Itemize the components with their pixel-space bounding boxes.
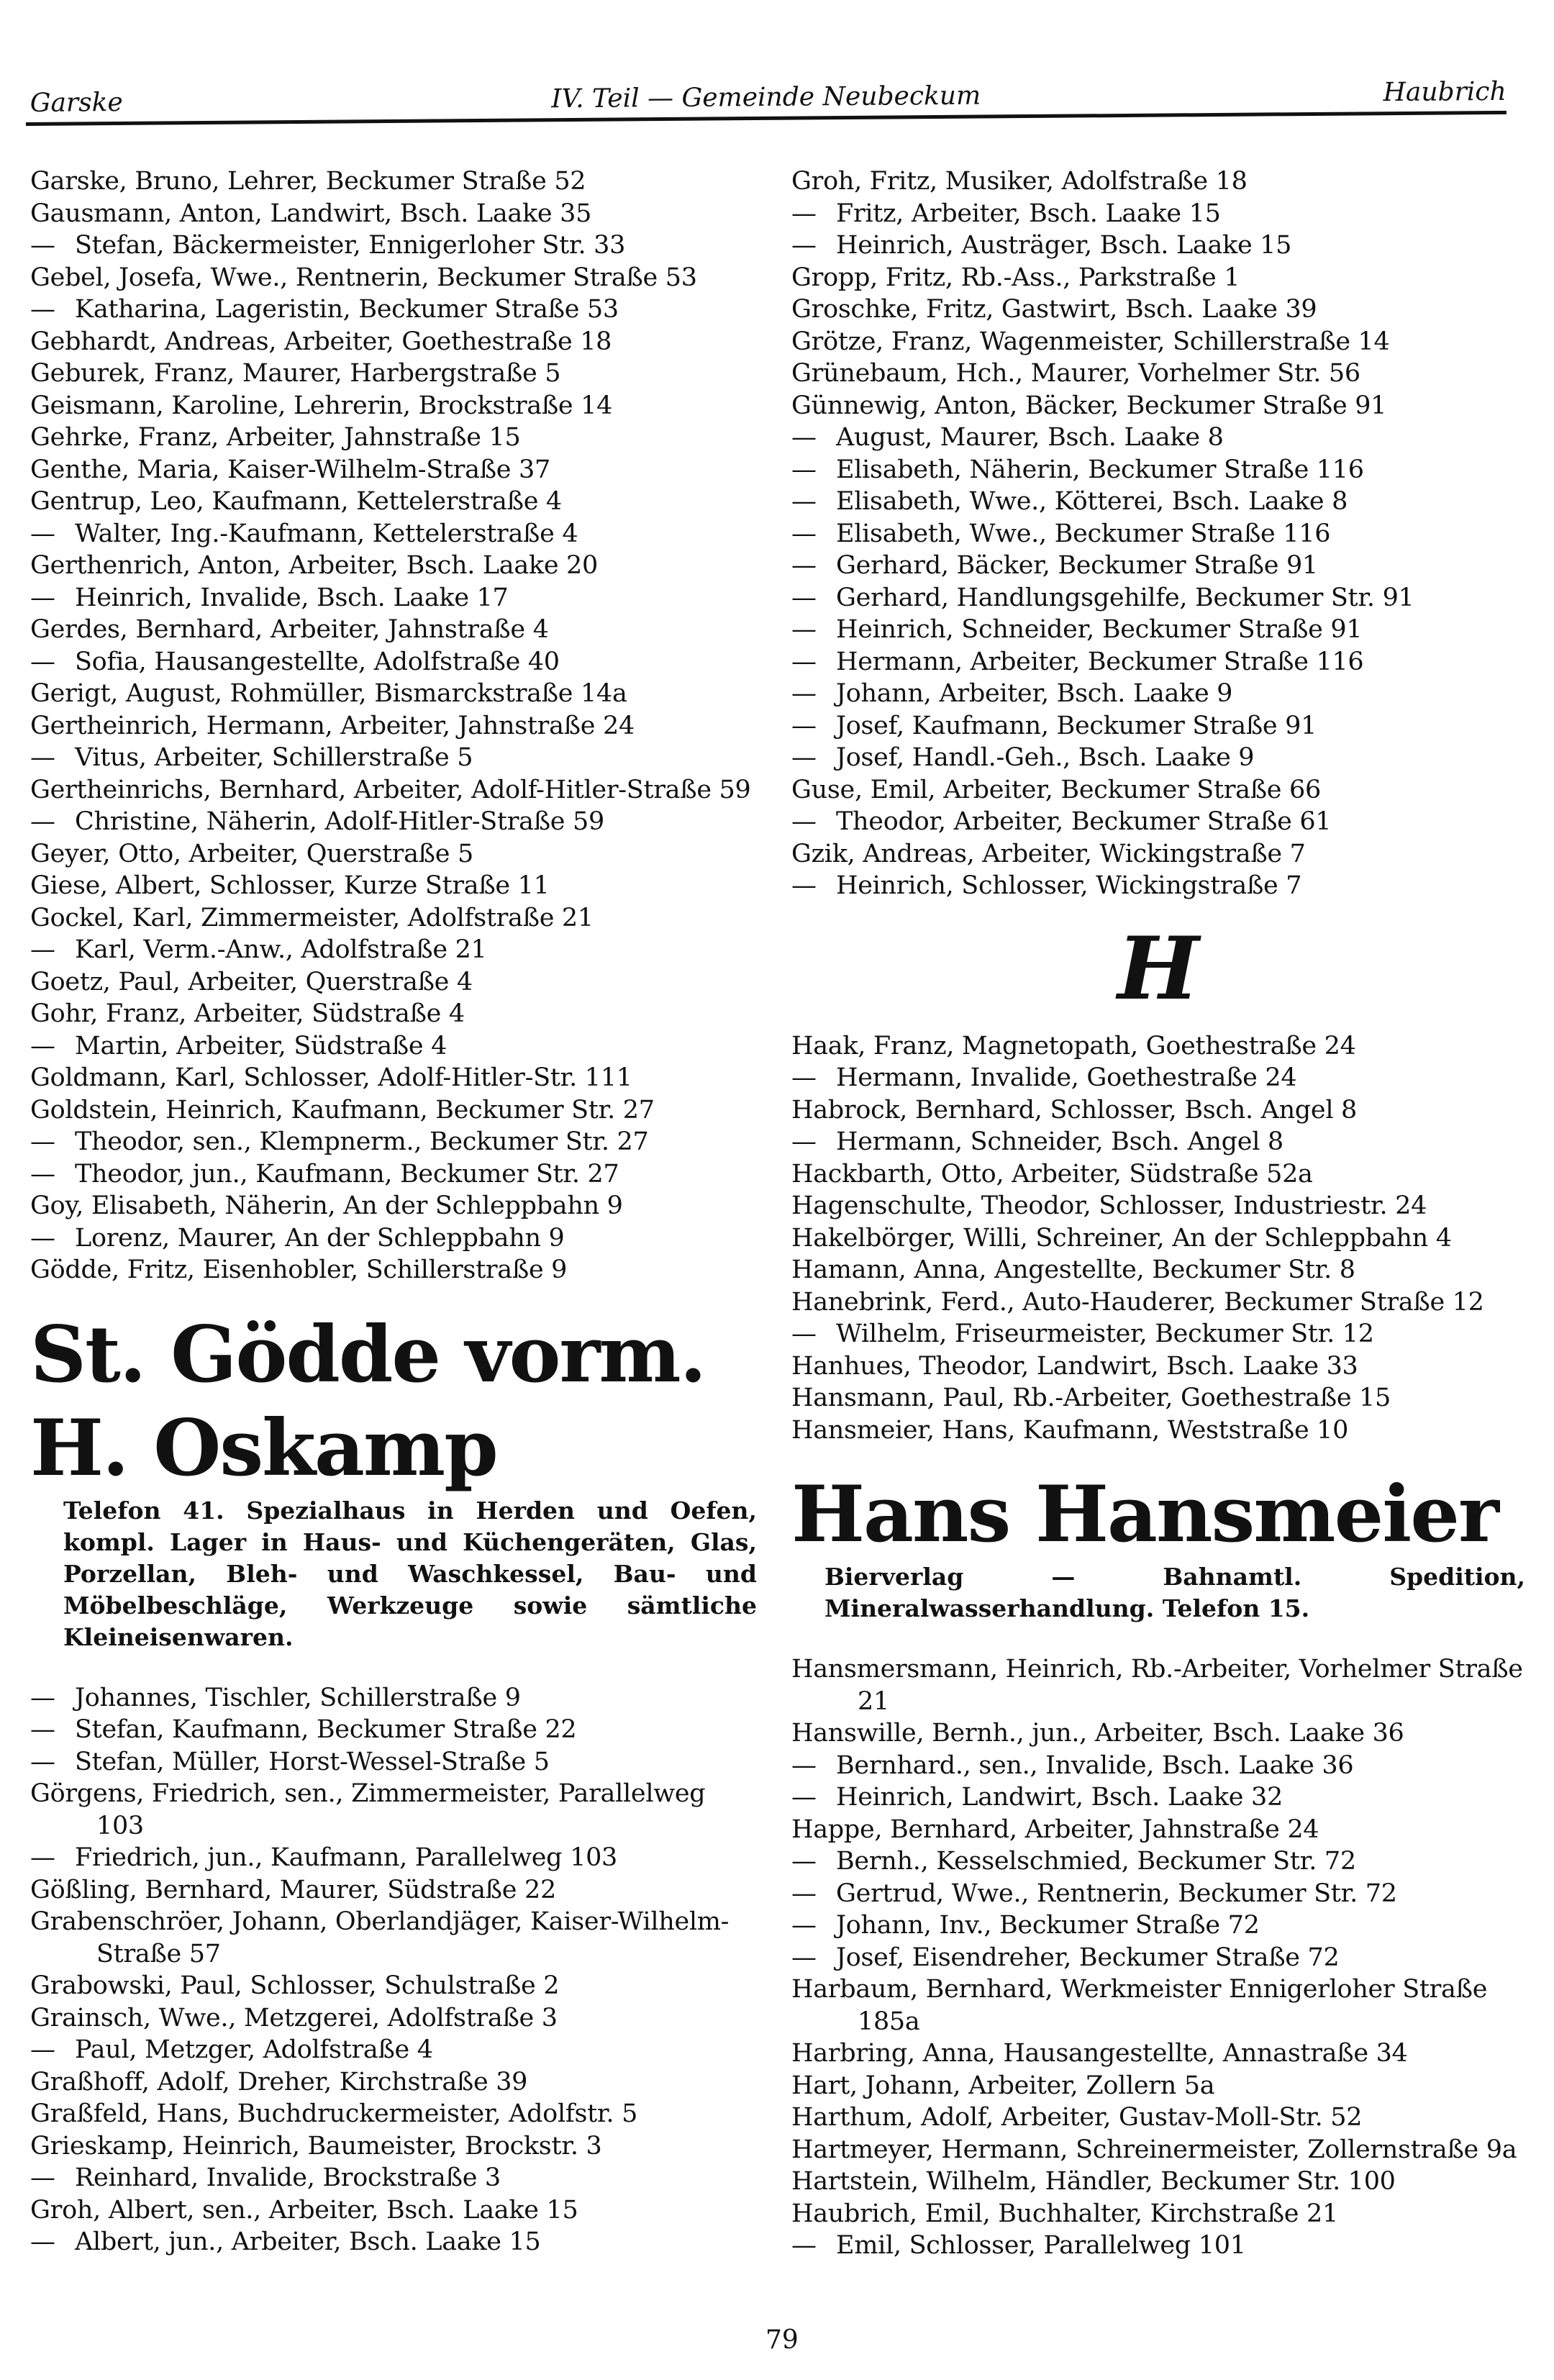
directory-entry (30, 358, 757, 390)
entry-text: Grünebaum, Hch., Maurer, Vorhelmer Str. 56 (791, 359, 1360, 388)
entry-list (30, 1682, 757, 2258)
entry-text: Stefan, Kaufmann, Beckumer Straße 22 (75, 1715, 577, 1744)
directory-entry-continuation (791, 1062, 1525, 1094)
ditto-dash: — (30, 2163, 55, 2192)
entry-text: Johann, Arbeiter, Bsch. Laake 9 (836, 679, 1233, 708)
directory-entry (791, 294, 1525, 326)
ad-body: Bierverlag — Bahnamtl. Spedition, Mineralwasserhandlung. Telefon 15. (824, 1563, 1525, 1622)
directory-entry-continuation (791, 198, 1525, 230)
entry-text: Bernhard., sen., Invalide, Bsch. Laake 36 (836, 1750, 1354, 1780)
ditto-dash: — (791, 871, 817, 900)
directory-entry-continuation (791, 742, 1525, 774)
ditto-dash: — (791, 615, 817, 644)
entry-text: Elisabeth, Wwe., Beckumer Straße 116 (836, 519, 1331, 548)
directory-entry (791, 2102, 1525, 2134)
directory-entry (30, 1254, 757, 1286)
directory-entry (791, 1653, 1525, 1717)
entry-text: Albert, jun., Arbeiter, Bsch. Laake 15 (75, 2227, 541, 2256)
entry-list (30, 165, 757, 1286)
entry-text: Hakelbörger, Willi, Schreiner, An der Schleppbahn 4 (791, 1223, 1452, 1253)
entry-text: Guse, Emil, Arbeiter, Beckumer Straße 66 (791, 775, 1321, 804)
entry-text: Johann, Inv., Beckumer Straße 72 (836, 1911, 1260, 1940)
entry-text: Josef, Eisendreher, Beckumer Straße 72 (836, 1943, 1340, 1972)
directory-entry (791, 2198, 1525, 2230)
directory-entry-continuation (791, 806, 1525, 838)
entry-text: Genthe, Maria, Kaiser-Wilhelm-Straße 37 (30, 455, 550, 484)
entry-text: Katharina, Lageristin, Beckumer Straße 53 (75, 295, 619, 324)
directory-entry-continuation (30, 1030, 757, 1063)
ditto-dash: — (791, 711, 817, 740)
directory-entry (30, 262, 757, 294)
entry-text: Garske, Bruno, Lehrer, Beckumer Straße 52 (30, 167, 586, 196)
directory-entry (791, 1190, 1525, 1222)
directory-entry-continuation (791, 1781, 1525, 1814)
directory-entry-continuation (791, 1878, 1525, 1910)
entry-text: Johannes, Tischler, Schillerstraße 9 (75, 1683, 521, 1712)
directory-entry (791, 390, 1525, 422)
entry-text: Graßhoff, Adolf, Dreher, Kirchstraße 39 (30, 2067, 528, 2097)
directory-entry-continuation (791, 1750, 1525, 1782)
directory-entry-continuation (30, 1682, 757, 1714)
ditto-dash: — (791, 1127, 817, 1156)
entry-text: Hermann, Schneider, Bsch. Angel 8 (836, 1127, 1283, 1156)
entry-text: Harbaum, Bernhard, Werkmeister Ennigerloher Straße 185a (791, 1975, 1488, 2036)
entry-text: Gößling, Bernhard, Maurer, Südstraße 22 (30, 1875, 556, 1904)
entry-text: Hermann, Invalide, Goethestraße 24 (836, 1063, 1297, 1092)
directory-entry (791, 262, 1525, 294)
directory-entry-continuation (30, 2226, 757, 2258)
entry-text: Elisabeth, Näherin, Beckumer Straße 116 (836, 455, 1364, 484)
entry-text: Lorenz, Maurer, An der Schleppbahn 9 (75, 1223, 565, 1253)
directory-entry (791, 1414, 1525, 1447)
entry-text: Gerdes, Bernhard, Arbeiter, Jahnstraße 4 (30, 615, 549, 644)
directory-entry (30, 1778, 757, 1842)
entry-text: Grabowski, Paul, Schlosser, Schulstraße 2 (30, 1971, 560, 2000)
directory-entry-continuation (791, 710, 1525, 742)
ad-title: Hans Hansmeier (791, 1469, 1498, 1560)
directory-entry-continuation (791, 1126, 1525, 1158)
ditto-dash: — (791, 423, 817, 452)
entry-text: Bernh., Kesselschmied, Beckumer Str. 72 (836, 1847, 1356, 1876)
directory-entry (791, 165, 1525, 198)
directory-entry (30, 2098, 757, 2130)
entry-text: Hansmann, Paul, Rb.-Arbeiter, Goethestraße 15 (791, 1384, 1391, 1412)
entry-text: Theodor, jun., Kaufmann, Beckumer Str. 27 (75, 1159, 619, 1189)
entry-text: Hartmeyer, Hermann, Schreinermeister, Zollernstraße 9a (791, 2135, 1517, 2164)
directory-entry-continuation (30, 518, 757, 550)
directory-entry (30, 614, 757, 646)
directory-entry (30, 2002, 757, 2035)
ditto-dash: — (791, 519, 817, 548)
entry-list (791, 165, 1525, 902)
entry-text: Harthum, Adolf, Arbeiter, Gustav-Moll-Str. 52 (791, 2103, 1363, 2132)
directory-entry (30, 1094, 757, 1127)
entry-text: Karl, Verm.-Anw., Adolfstraße 21 (75, 935, 487, 964)
ditto-dash: — (30, 1127, 55, 1156)
directory-entry-continuation (791, 422, 1525, 454)
directory-entry-continuation (791, 518, 1525, 550)
ditto-dash: — (791, 1750, 817, 1780)
entry-text: Elisabeth, Wwe., Kötterei, Bsch. Laake 8 (836, 487, 1348, 516)
directory-entry-continuation (791, 614, 1525, 646)
directory-entry (791, 774, 1525, 807)
directory-entry (30, 486, 757, 518)
entry-text: Hartstein, Wilhelm, Händler, Beckumer Str. 100 (791, 2167, 1396, 2196)
entry-text: Stefan, Müller, Horst-Wessel-Straße 5 (75, 1747, 550, 1776)
directory-entry (791, 2038, 1525, 2070)
entry-text: Graßfeld, Hans, Buchdruckermeister, Adolfstr. 5 (30, 2099, 638, 2128)
entry-text: Gausmann, Anton, Landwirt, Bsch. Laake 35 (30, 199, 592, 228)
entry-text: Groh, Fritz, Musiker, Adolfstraße 18 (791, 167, 1248, 196)
entry-text: Stefan, Bäckermeister, Ennigerloher Str. 33 (75, 231, 626, 260)
directory-entry (30, 1970, 757, 2002)
entry-text: Gohr, Franz, Arbeiter, Südstraße 4 (30, 999, 465, 1028)
directory-entry (30, 390, 757, 422)
directory-entry (791, 1974, 1525, 2038)
entry-text: Grötze, Franz, Wagenmeister, Schillerstraße 14 (791, 327, 1390, 356)
directory-entry-continuation (791, 1909, 1525, 1942)
entry-text: Harbring, Anna, Hausangestellte, Annastraße 34 (791, 2039, 1408, 2068)
entry-text: Habrock, Bernhard, Schlosser, Bsch. Angel 8 (791, 1095, 1358, 1125)
directory-entry (30, 550, 757, 582)
ditto-dash: — (791, 231, 817, 260)
directory-entry (30, 2066, 757, 2099)
entry-text: Hansmeier, Hans, Kaufmann, Weststraße 10 (791, 1415, 1349, 1445)
entry-text: Grainsch, Wwe., Metzgerei, Adolfstraße 3 (30, 2003, 558, 2032)
directory-entry (30, 838, 757, 871)
directory-entry (30, 902, 757, 935)
entry-text: Heinrich, Austräger, Bsch. Laake 15 (836, 231, 1292, 260)
directory-entry (30, 1874, 757, 1907)
entry-text: Gebel, Josefa, Wwe., Rentnerin, Beckumer Straße 53 (30, 263, 697, 292)
directory-entry (791, 1717, 1525, 1750)
directory-entry (791, 1350, 1525, 1383)
directory-entry-continuation (791, 678, 1525, 710)
ditto-dash: — (30, 2035, 55, 2064)
entry-text: Martin, Arbeiter, Südstraße 4 (75, 1031, 447, 1060)
entry-text: Gerhard, Bäcker, Beckumer Straße 91 (836, 551, 1318, 580)
directory-entry-continuation (30, 2034, 757, 2066)
entry-text: Groh, Albert, sen., Arbeiter, Bsch. Laake 15 (30, 2195, 578, 2225)
entry-text: August, Maurer, Bsch. Laake 8 (836, 423, 1224, 452)
directory-entry (30, 454, 757, 486)
ditto-dash: — (30, 807, 55, 836)
directory-entry (30, 2130, 757, 2163)
ditto-dash: — (791, 1911, 817, 1940)
page-number: 79 (765, 2325, 799, 2355)
entry-text: Gerigt, August, Rohmüller, Bismarckstraße 14a (30, 679, 627, 708)
ditto-dash: — (30, 1223, 55, 1253)
entry-text: Friedrich, jun., Kaufmann, Parallelweg 103 (75, 1843, 617, 1872)
directory-entry (791, 2134, 1525, 2166)
directory-entry-continuation (30, 294, 757, 326)
ditto-dash: — (791, 1783, 817, 1812)
directory-entry-continuation (30, 742, 757, 774)
ditto-dash: — (30, 1747, 55, 1776)
ditto-dash: — (791, 1879, 817, 1908)
header-first-entry: Garske (29, 87, 123, 118)
directory-entry (791, 1094, 1525, 1127)
entry-text: Goldstein, Heinrich, Kaufmann, Beckumer Str. 27 (30, 1095, 655, 1125)
directory-entry (791, 1814, 1525, 1846)
directory-entry-continuation (30, 1746, 757, 1779)
directory-entry (791, 1222, 1525, 1255)
ditto-dash: — (791, 455, 817, 484)
ditto-dash: — (791, 647, 817, 676)
header-last-entry: Haubrich (1383, 76, 1507, 108)
entry-text: Görgens, Friedrich, sen., Zimmermeister, Parallelweg 103 (30, 1779, 706, 1840)
ad-title: St. Gödde vorm. H. Oskamp (30, 1309, 706, 1494)
entry-text: Hackbarth, Otto, Arbeiter, Südstraße 52a (791, 1159, 1313, 1189)
directory-entry-continuation (30, 230, 757, 262)
advertisement-hansmeier (791, 1468, 1525, 1625)
entry-text: Heinrich, Schlosser, Wickingstraße 7 (836, 871, 1302, 900)
directory-entry (791, 2166, 1525, 2198)
directory-entry-continuation (30, 1222, 757, 1255)
directory-entry-continuation (30, 1842, 757, 1874)
entry-text: Geismann, Karoline, Lehrerin, Brockstraße 14 (30, 391, 613, 420)
entry-text: Josef, Kaufmann, Beckumer Straße 91 (836, 711, 1317, 740)
entry-text: Gropp, Fritz, Rb.-Ass., Parkstraße 1 (791, 263, 1240, 292)
entry-text: Fritz, Arbeiter, Bsch. Laake 15 (836, 199, 1221, 228)
ditto-dash: — (791, 1847, 817, 1876)
entry-text: Hermann, Arbeiter, Beckumer Straße 116 (836, 647, 1364, 676)
entry-text: Gentrup, Leo, Kaufmann, Kettelerstraße 4 (30, 487, 562, 516)
directory-entry (791, 1030, 1525, 1063)
entry-text: Hanswille, Bernh., jun., Arbeiter, Bsch. Laake 36 (791, 1719, 1404, 1748)
directory-entry-continuation (791, 870, 1525, 902)
directory-entry (791, 1286, 1525, 1319)
directory-entry (791, 1254, 1525, 1286)
directory-entry-continuation (791, 1318, 1525, 1350)
ditto-dash: — (791, 2231, 817, 2260)
directory-entry-continuation (30, 2162, 757, 2194)
entry-text: Giese, Albert, Schlosser, Kurze Straße 11 (30, 871, 550, 900)
entry-text: Geburek, Franz, Maurer, Harbergstraße 5 (30, 359, 561, 388)
ditto-dash: — (30, 935, 55, 964)
directory-entry-continuation (791, 646, 1525, 678)
entry-text: Gzik, Andreas, Arbeiter, Wickingstraße 7 (791, 839, 1306, 868)
directory-entry (791, 1382, 1525, 1414)
ditto-dash: — (791, 487, 817, 516)
directory-entry (791, 326, 1525, 358)
directory-entry (791, 2070, 1525, 2102)
entry-text: Heinrich, Landwirt, Bsch. Laake 32 (836, 1783, 1283, 1812)
entry-text: Groschke, Fritz, Gastwirt, Bsch. Laake 39 (791, 295, 1317, 324)
entry-text: Gertheinrich, Hermann, Arbeiter, Jahnstraße 24 (30, 711, 635, 740)
entry-text: Josef, Handl.-Geh., Bsch. Laake 9 (836, 743, 1255, 772)
directory-entry (30, 870, 757, 902)
directory-entry-continuation (791, 550, 1525, 582)
ditto-dash: — (30, 295, 55, 324)
entry-text: Wilhelm, Friseurmeister, Beckumer Str. 12 (836, 1320, 1374, 1348)
directory-entry-continuation (791, 454, 1525, 486)
directory-entry-continuation (30, 646, 757, 678)
directory-entry-continuation (791, 230, 1525, 262)
entry-text: Geyer, Otto, Arbeiter, Querstraße 5 (30, 839, 473, 868)
right-column (791, 165, 1525, 2262)
ditto-dash: — (791, 551, 817, 580)
directory-entry (30, 998, 757, 1030)
ditto-dash: — (30, 1715, 55, 1744)
entry-text: Christine, Näherin, Adolf-Hitler-Straße 59 (75, 807, 604, 836)
ditto-dash: — (30, 2227, 55, 2256)
ditto-dash: — (791, 1320, 817, 1348)
directory-entry-continuation (791, 1845, 1525, 1878)
entry-text: Gerhard, Handlungsgehilfe, Beckumer Str. 91 (836, 583, 1414, 612)
ditto-dash: — (791, 199, 817, 228)
directory-entry (30, 710, 757, 742)
entry-text: Hanebrink, Ferd., Auto-Hauderer, Beckumer Straße 12 (791, 1287, 1484, 1317)
directory-entry-continuation (30, 934, 757, 966)
directory-entry (30, 422, 757, 454)
ditto-dash: — (30, 1159, 55, 1189)
directory-entry-continuation (791, 486, 1525, 518)
ditto-dash: — (791, 1943, 817, 1972)
directory-entry (30, 326, 757, 358)
entry-text: Gebhardt, Andreas, Arbeiter, Goethestraße 18 (30, 327, 612, 356)
ditto-dash: — (791, 1063, 817, 1092)
entry-text: Reinhard, Invalide, Brockstraße 3 (75, 2163, 501, 2192)
entry-text: Grabenschröer, Johann, Oberlandjäger, Kaiser-Wilhelm-Straße 57 (30, 1907, 730, 1968)
ditto-dash: — (791, 679, 817, 708)
header-title: IV. Teil — Gemeinde Neubeckum (551, 81, 981, 114)
directory-entry (791, 358, 1525, 390)
ditto-dash: — (30, 519, 55, 548)
ditto-dash: — (30, 743, 55, 772)
entry-text: Gertheinrichs, Bernhard, Arbeiter, Adolf-Hitler-Straße 59 (30, 775, 751, 804)
entry-text: Heinrich, Schneider, Beckumer Straße 91 (836, 615, 1363, 644)
ditto-dash: — (30, 1683, 55, 1712)
entry-list (791, 1653, 1525, 2262)
directory-entry-continuation (791, 2230, 1525, 2262)
entry-text: Günnewig, Anton, Bäcker, Beckumer Straße 91 (791, 391, 1387, 420)
entry-text: Sofia, Hausangestellte, Adolfstraße 40 (75, 647, 560, 676)
ditto-dash: — (791, 807, 817, 836)
directory-entry (30, 1062, 757, 1094)
entry-text: Emil, Schlosser, Parallelweg 101 (836, 2231, 1246, 2260)
entry-text: Haak, Franz, Magnetopath, Goethestraße 24 (791, 1031, 1356, 1060)
directory-entry (30, 678, 757, 710)
entry-text: Goetz, Paul, Arbeiter, Querstraße 4 (30, 967, 473, 996)
directory-entry (30, 1906, 757, 1970)
directory-entry-continuation (30, 1126, 757, 1158)
entry-text: Hamann, Anna, Angestellte, Beckumer Str. 8 (791, 1255, 1355, 1284)
ditto-dash: — (30, 1843, 55, 1872)
directory-entry (30, 165, 757, 198)
directory-entry-continuation (30, 1714, 757, 1746)
directory-entry (791, 1158, 1525, 1191)
directory-entry-continuation (791, 1942, 1525, 1974)
entry-text: Grieskamp, Heinrich, Baumeister, Brockstr. 3 (30, 2131, 602, 2161)
ditto-dash: — (30, 647, 55, 676)
entry-text: Hansmersmann, Heinrich, Rb.-Arbeiter, Vorhelmer Straße 21 (791, 1655, 1523, 1716)
entry-text: Gertrud, Wwe., Rentnerin, Beckumer Str. 72 (836, 1879, 1397, 1908)
entry-text: Hagenschulte, Theodor, Schlosser, Industriestr. 24 (791, 1191, 1427, 1220)
entry-text: Happe, Bernhard, Arbeiter, Jahnstraße 24 (791, 1814, 1319, 1844)
directory-entry (30, 966, 757, 999)
running-header (25, 60, 1507, 126)
ditto-dash: — (30, 231, 55, 260)
left-column (30, 165, 757, 2258)
entry-text: Vitus, Arbeiter, Schillerstraße 5 (75, 743, 473, 772)
entry-text: Haubrich, Emil, Buchhalter, Kirchstraße 21 (791, 2199, 1338, 2228)
directory-entry-continuation (791, 582, 1525, 614)
entry-text: Hart, Johann, Arbeiter, Zollern 5a (791, 2071, 1215, 2100)
entry-text: Theodor, sen., Klempnerm., Beckumer Str. 27 (75, 1127, 649, 1156)
directory-entry (30, 1190, 757, 1222)
entry-text: Gockel, Karl, Zimmermeister, Adolfstraße 21 (30, 903, 594, 932)
directory-entry (791, 838, 1525, 871)
entry-text: Gerthenrich, Anton, Arbeiter, Bsch. Laake 20 (30, 551, 598, 580)
directory-entry (30, 2194, 757, 2227)
directory-entry (30, 198, 757, 230)
entry-text: Theodor, Arbeiter, Beckumer Straße 61 (836, 807, 1332, 836)
entry-text: Gehrke, Franz, Arbeiter, Jahnstraße 15 (30, 423, 521, 452)
entry-text: Walter, Ing.-Kaufmann, Kettelerstraße 4 (75, 519, 578, 548)
entry-text: Gödde, Fritz, Eisenhobler, Schillerstraße 9 (30, 1255, 568, 1284)
directory-entry (30, 774, 757, 807)
directory-entry-continuation (30, 582, 757, 614)
ditto-dash: — (791, 743, 817, 772)
ditto-dash: — (791, 583, 817, 612)
directory-entry-continuation (30, 806, 757, 838)
advertisement-goedde (30, 1308, 757, 1653)
entry-text: Goldmann, Karl, Schlosser, Adolf-Hitler-Str. 111 (30, 1063, 632, 1092)
entry-text: Hanhues, Theodor, Landwirt, Bsch. Laake 33 (791, 1351, 1358, 1381)
entry-text: Goy, Elisabeth, Näherin, An der Schleppbahn 9 (30, 1191, 623, 1220)
entry-list (791, 1030, 1525, 1447)
ditto-dash: — (30, 583, 55, 612)
ad-body: Telefon 41. Spezialhaus in Herden und Oefen, kompl. Lager in Haus- und Küchengeräten, Glas, Porzellan, Bleh- und Waschkessel, Bau- und Möbelbeschläge, Werkzeuge sowie sämtliche Kleineisenwaren. (63, 1496, 757, 1651)
section-letter-heading: H (1117, 917, 1199, 1019)
entry-text: Paul, Metzger, Adolfstraße 4 (75, 2035, 433, 2064)
ditto-dash: — (30, 1031, 55, 1060)
directory-entry-continuation (30, 1158, 757, 1191)
entry-text: Heinrich, Invalide, Bsch. Laake 17 (75, 583, 509, 612)
